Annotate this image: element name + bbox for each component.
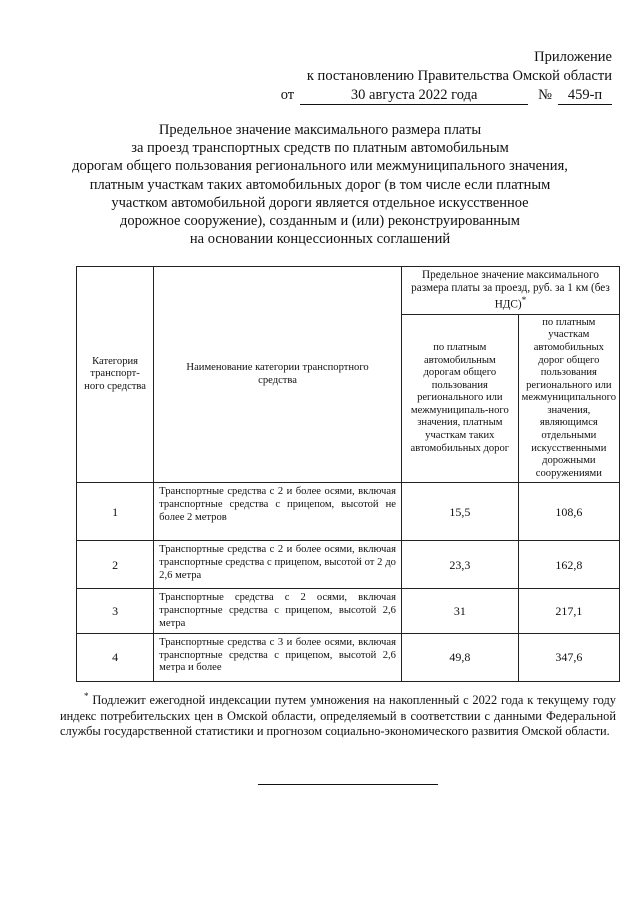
title-line: платным участкам таких автомобильных дорог (в том числе если платным [89, 176, 551, 193]
appendix-title: Приложение [534, 49, 612, 65]
row-name: Транспортные средства с 3 и более осями, включая транспортные средства с прицепом, высотой 2,6 метра и более [154, 634, 402, 682]
document-title [60, 121, 580, 248]
table-row [77, 589, 620, 634]
table-header-row [77, 267, 620, 315]
row-category: 2 [77, 541, 154, 589]
footnote [60, 689, 616, 740]
decree-date: 30 августа 2022 года [300, 87, 528, 105]
footnote-mark: * [84, 691, 89, 701]
row-roads-value: 49,8 [401, 634, 518, 682]
row-category: 1 [77, 483, 154, 541]
title-line: на основании концессионных соглашений [189, 231, 451, 248]
header-limit-text: Предельное значение максимального размера платы за проезд, руб. за 1 км (без НДС) [411, 269, 610, 311]
number-label: № [538, 87, 552, 103]
row-name: Транспортные средства с 2 и более осями, включая транспортные средства с прицепом, высотой не более 2 метров [154, 483, 402, 541]
row-name: Транспортные средства с 2 и более осями, включая транспортные средства с прицепом, высотой от 2 до 2,6 метра [154, 541, 402, 589]
decree-number: 459-п [558, 87, 612, 105]
footnote-text: Подлежит ежегодной индексации путем умножения на накопленный с 2022 года к текущему году индекс потребительских цен в Омской области, определяемый в соответствии с данными Федеральной службы государственной статистики и прогнозом социально-экономического развития Омской области. [60, 693, 616, 739]
row-structures-value: 108,6 [518, 483, 619, 541]
row-structures-value: 162,8 [518, 541, 619, 589]
table-row [77, 483, 620, 541]
header-structures: по платным участкам автомобильных дорог общего пользования регионального или межмуниципального значения, являющимся отдельными искусственными дорожными сооружениями [518, 314, 619, 483]
title-line: участком автомобильной дороги является отдельное искусственное [111, 194, 529, 211]
row-name: Транспортные средства с 2 осями, включая транспортные средства с прицепом, высотой 2,6 метра [154, 589, 402, 634]
title-line: дорожное сооружение), созданным и (или) реконструированным [120, 213, 520, 230]
appendix-decree: к постановлению Правительства Омской области [306, 68, 612, 84]
row-category: 4 [77, 634, 154, 682]
closing-separator-line [258, 784, 438, 785]
title-line: дорогам общего пользования регионального или межмуниципального значения, [72, 158, 568, 175]
row-structures-value: 217,1 [518, 589, 619, 634]
row-roads-value: 15,5 [401, 483, 518, 541]
header-category: Категория транспорт-ного средства [77, 267, 154, 483]
header-limit [401, 267, 619, 315]
tariff-table [76, 266, 620, 682]
header-roads: по платным автомобильным дорогам общего пользования регионального или межмуниципаль-ного значения, платным участкам таких автомобильных дорог [401, 314, 518, 483]
appendix-date-number [281, 86, 612, 105]
row-roads-value: 23,3 [401, 541, 518, 589]
table-row [77, 634, 620, 682]
from-label: от [280, 87, 295, 103]
table-row [77, 541, 620, 589]
row-category: 3 [77, 589, 154, 634]
appendix-header [281, 48, 612, 105]
row-roads-value: 31 [401, 589, 518, 634]
title-line: за проезд транспортных средств по платным автомобильным [131, 140, 509, 157]
header-name: Наименование категории транспортного средства [154, 267, 402, 483]
header-limit-mark: * [521, 296, 527, 306]
row-structures-value: 347,6 [518, 634, 619, 682]
title-line: Предельное значение максимального размера платы [158, 122, 482, 138]
